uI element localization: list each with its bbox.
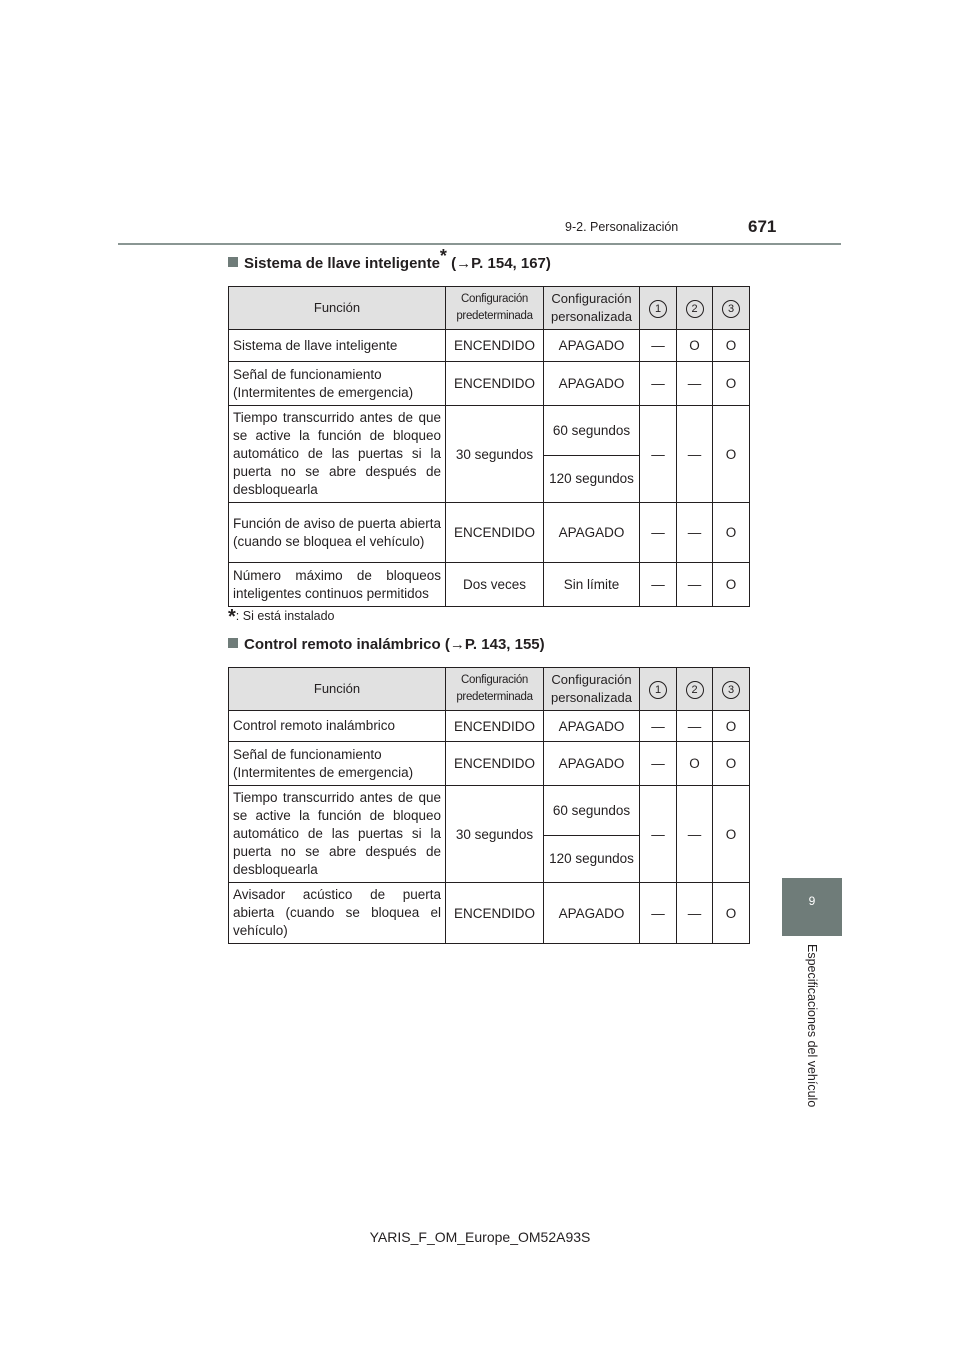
row-custom: APAGADO xyxy=(544,742,640,786)
row-default: 30 segundos xyxy=(446,406,544,503)
table-row xyxy=(229,883,750,944)
row-col-3: O xyxy=(713,330,750,362)
row-col-3: O xyxy=(713,362,750,406)
row-default: 30 segundos xyxy=(446,786,544,883)
table-header-row xyxy=(229,668,750,711)
row-col-2: — xyxy=(677,711,713,742)
row-col-1: — xyxy=(640,330,677,362)
row-col-3: O xyxy=(713,883,750,944)
table-row xyxy=(229,711,750,742)
row-col-2: — xyxy=(677,563,713,607)
row-default: ENCENDIDO xyxy=(446,362,544,406)
row-function: Control remoto inalámbrico xyxy=(229,711,446,742)
row-default: Dos veces xyxy=(446,563,544,607)
row-function: Señal de funcionamiento (Intermitentes de emergencia) xyxy=(229,742,446,786)
row-col-1: — xyxy=(640,883,677,944)
table-row xyxy=(229,503,750,563)
row-default: ENCENDIDO xyxy=(446,742,544,786)
row-custom: APAGADO xyxy=(544,711,640,742)
circled-3-icon: 3 xyxy=(722,681,740,699)
footnote-star: * xyxy=(228,606,236,628)
row-col-2: — xyxy=(677,406,713,503)
row-default: ENCENDIDO xyxy=(446,503,544,563)
footnote-text: : Si está instalado xyxy=(235,609,335,623)
circled-1-icon: 1 xyxy=(649,681,667,699)
header-default: Configuración predeterminada xyxy=(446,287,544,330)
square-bullet-icon xyxy=(228,638,238,648)
header-col-2 xyxy=(677,668,713,711)
row-col-1: — xyxy=(640,362,677,406)
row-custom-alt: 120 segundos xyxy=(544,835,640,882)
row-col-2: — xyxy=(677,883,713,944)
row-custom: APAGADO xyxy=(544,883,640,944)
row-custom: APAGADO xyxy=(544,503,640,563)
table-row xyxy=(229,786,750,836)
row-col-3: O xyxy=(713,563,750,607)
document-code: YARIS_F_OM_Europe_OM52A93S xyxy=(369,1229,591,1245)
chapter-tab xyxy=(782,878,842,936)
row-custom: 60 segundos xyxy=(544,406,640,456)
row-col-2: — xyxy=(677,362,713,406)
wireless-remote-table xyxy=(228,667,750,944)
header-divider xyxy=(118,243,841,245)
row-function: Señal de funcionamiento (Intermitentes de emergencia) xyxy=(229,362,446,406)
row-default: ENCENDIDO xyxy=(446,711,544,742)
row-custom: APAGADO xyxy=(544,330,640,362)
row-col-2: O xyxy=(677,742,713,786)
header-col-1 xyxy=(640,668,677,711)
row-col-3: O xyxy=(713,711,750,742)
row-default: ENCENDIDO xyxy=(446,883,544,944)
row-custom-alt: 120 segundos xyxy=(544,455,640,502)
footnote xyxy=(228,606,334,629)
row-col-3: O xyxy=(713,406,750,503)
table-header-row xyxy=(229,287,750,330)
section-heading: 9-2. Personalización xyxy=(565,220,679,234)
row-function: Avisador acústico de puerta abierta (cuando se bloquea el vehículo) xyxy=(229,883,446,944)
row-col-3: O xyxy=(713,786,750,883)
row-function: Sistema de llave inteligente xyxy=(229,330,446,362)
table-row xyxy=(229,742,750,786)
circled-2-icon: 2 xyxy=(686,300,704,318)
row-col-1: — xyxy=(640,563,677,607)
table-row xyxy=(229,362,750,406)
row-col-2: O xyxy=(677,330,713,362)
row-col-1: — xyxy=(640,786,677,883)
section-title-wireless-remote: Control remoto inalámbrico (→P. 143, 155) xyxy=(228,636,545,653)
header-function: Función xyxy=(229,668,446,711)
row-function: Tiempo transcurrido antes de que se active la función de bloqueo automático de las puertas si la puerta no se abre después de desbloquearla xyxy=(229,406,446,503)
row-col-1: — xyxy=(640,742,677,786)
row-function: Número máximo de bloqueos inteligentes continuos permitidos xyxy=(229,563,446,607)
square-bullet-icon xyxy=(228,257,238,267)
row-custom: APAGADO xyxy=(544,362,640,406)
row-col-3: O xyxy=(713,742,750,786)
table-row xyxy=(229,406,750,456)
row-custom: 60 segundos xyxy=(544,786,640,836)
table-row xyxy=(229,330,750,362)
row-col-2: — xyxy=(677,786,713,883)
header-col-2 xyxy=(677,287,713,330)
header-col-3 xyxy=(713,668,750,711)
table-row xyxy=(229,563,750,607)
header-default: Configuración predeterminada xyxy=(446,668,544,711)
smart-key-table xyxy=(228,286,750,607)
row-function: Función de aviso de puerta abierta (cuando se bloquea el vehículo) xyxy=(229,503,446,563)
footnote-mark: * xyxy=(439,246,447,266)
row-col-1: — xyxy=(640,711,677,742)
row-col-1: — xyxy=(640,503,677,563)
header-custom: Configuración personalizada xyxy=(544,287,640,330)
row-default: ENCENDIDO xyxy=(446,330,544,362)
chapter-label: Especificaciones del vehículo xyxy=(805,944,819,1108)
section-title-smart-key: Sistema de llave inteligente* (→P. 154, 167) xyxy=(228,255,551,272)
header-custom: Configuración personalizada xyxy=(544,668,640,711)
chapter-number: 9 xyxy=(808,894,816,908)
row-custom: Sin límite xyxy=(544,563,640,607)
page-number: 671 xyxy=(748,217,777,236)
row-col-2: — xyxy=(677,503,713,563)
row-function: Tiempo transcurrido antes de que se active la función de bloqueo automático de las puertas si la puerta no se abre después de desbloquearla xyxy=(229,786,446,883)
header-col-3 xyxy=(713,287,750,330)
row-col-3: O xyxy=(713,503,750,563)
circled-1-icon: 1 xyxy=(649,300,667,318)
header-function: Función xyxy=(229,287,446,330)
row-col-1: — xyxy=(640,406,677,503)
circled-2-icon: 2 xyxy=(686,681,704,699)
header-col-1 xyxy=(640,287,677,330)
circled-3-icon: 3 xyxy=(722,300,740,318)
